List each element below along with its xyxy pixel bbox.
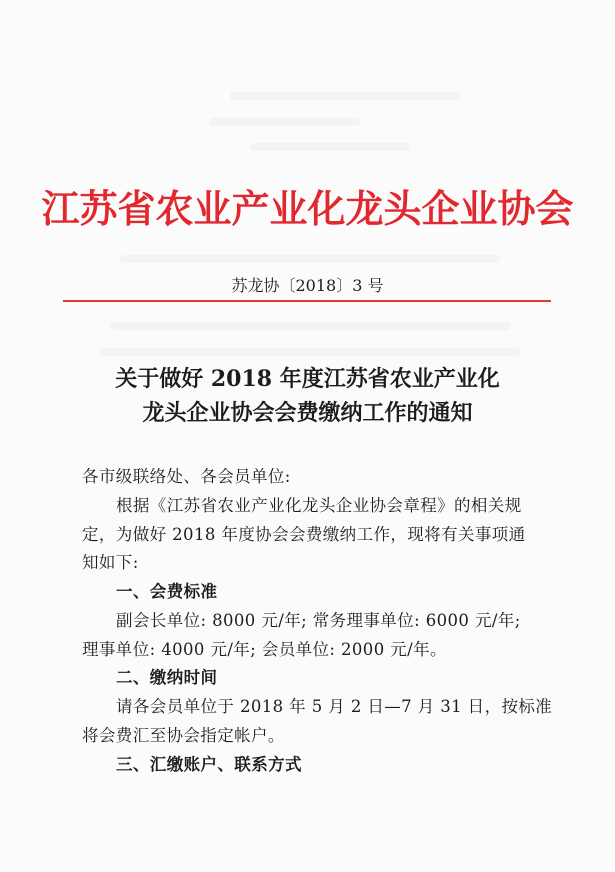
section-2-line-1: 请各会员单位于 2018 年 5 月 2 日—7 月 31 日，按标准	[116, 697, 553, 716]
notice-title-line-2: 龙头企业协会会费缴纳工作的通知	[142, 400, 473, 426]
section-3-heading: 三、汇缴账户、联系方式	[116, 755, 302, 774]
intro-line-3: 知如下:	[82, 553, 139, 572]
section-2-heading: 二、缴纳时间	[116, 668, 218, 687]
notice-title-line-1: 关于做好 2018 年度江苏省农业产业化	[115, 366, 500, 392]
show-through-mark	[120, 255, 500, 263]
section-1-heading: 一、会费标准	[116, 582, 218, 601]
section-1-line-1: 副会长单位: 8000 元/年; 常务理事单位: 6000 元/年;	[116, 611, 521, 630]
section-1-line-2: 理事单位: 4000 元/年; 会员单位: 2000 元/年。	[82, 640, 447, 659]
document-number: 苏龙协〔2018〕3 号	[231, 276, 384, 295]
red-divider-line	[63, 300, 551, 302]
show-through-mark	[250, 143, 410, 151]
show-through-mark	[230, 92, 460, 100]
salutation: 各市级联络处、各会员单位:	[82, 467, 291, 486]
organization-name-header: 江苏省农业产业化龙头企业协会	[41, 186, 574, 231]
show-through-mark	[210, 118, 360, 126]
show-through-mark	[100, 348, 520, 356]
intro-line-1: 根据《江苏省农业产业化龙头企业协会章程》的相关规	[116, 496, 522, 515]
section-2-line-2: 将会费汇至协会指定帐户。	[82, 726, 285, 745]
show-through-mark	[110, 322, 510, 330]
intro-line-2: 定，为做好 2018 年度协会会费缴纳工作，现将有关事项通	[82, 525, 526, 544]
